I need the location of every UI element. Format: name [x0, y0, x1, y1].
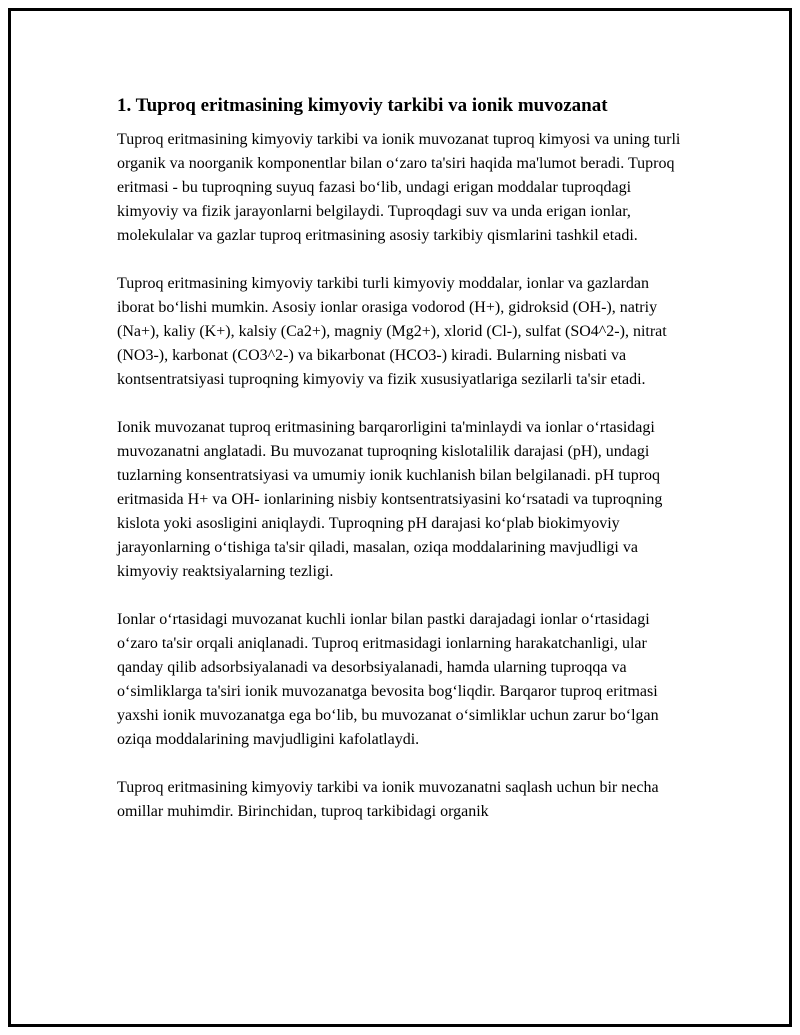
paragraph-2: Tuproq eritmasining kimyoviy tarkibi turli kimyoviy moddalar, ionlar va gazlardan iborat bo‘lishi mumkin. Asosiy ionlar orasiga vodorod (H+), gidroksid (OH-), natriy (Na+), kaliy (K+), kalsiy (Ca2+), magniy (Mg2+), xlorid (Cl-), sulfat (SO4^2-), nitrat (NO3-), karbonat (CO3^2-) va bikarbonat (HCO3-) kiradi. Bularning nisbati va kontsentratsiyasi tuproqning kimyoviy va fizik xususiyatlariga sezilarli ta'sir etadi. — [117, 275, 667, 388]
document-body — [117, 92, 687, 848]
paragraph-1: Tuproq eritmasining kimyoviy tarkibi va ionik muvozanat tuproq kimyosi va uning turli organik va noorganik komponentlar bilan o‘zaro ta'siri haqida ma'lumot beradi. Tuproq eritmasi - bu tuproqning suyuq fazasi bo‘lib, undagi erigan moddalar tuproqdagi kimyoviy va fizik jarayonlarni belgilaydi. Tuproqdagi suv va unda erigan ionlar, molekulalar va gazlar tuproq eritmasining asosiy tarkibiy qismlarini tashkil etadi. — [117, 131, 681, 244]
paragraph-3: Ionik muvozanat tuproq eritmasining barqarorligini ta'minlaydi va ionlar o‘rtasidagi muvozanatni anglatadi. Bu muvozanat tuproqning kislotalilik darajasi (pH), undagi tuzlarning konsentratsiyasi va umumiy ionik kuchlanish bilan belgilanadi. pH tuproq eritmasida H+ va OH- ionlarining nisbiy kontsentratsiyasini ko‘rsatadi va tuproqning kislota yoki asosligini aniqlaydi. Tuproqning pH darajasi ko‘plab biokimyoviy jarayonlarning o‘tishiga ta'sir qiladi, masalan, oziqa moddalarining mavjudligi va kimyoviy reaktsiyalarning tezligi. — [117, 419, 663, 580]
paragraph-4: Ionlar o‘rtasidagi muvozanat kuchli ionlar bilan pastki darajadagi ionlar o‘rtasidagi o‘zaro ta'sir orqali aniqlanadi. Tuproq eritmasidagi ionlarning harakatchanligi, ular qanday qilib adsorbsiyalanadi va desorbsiyalanadi, hamda ularning tuproqqa va o‘simliklarga ta'siri ionik muvozanatga bevosita bog‘liqdir. Barqaror tuproq eritmasi yaxshi ionik muvozanatga ega bo‘lib, bu muvozanat o‘simliklar uchun zarur bo‘lgan oziqa moddalarining mavjudligini kafolatlaydi. — [117, 611, 659, 748]
paragraph-5: Tuproq eritmasining kimyoviy tarkibi va ionik muvozanatni saqlash uchun bir necha omillar muhimdir. Birinchidan, tuproq tarkibidagi organik — [117, 779, 659, 820]
section-heading: 1. Tuproq eritmasining kimyoviy tarkibi va ionik muvozanat — [117, 95, 608, 116]
